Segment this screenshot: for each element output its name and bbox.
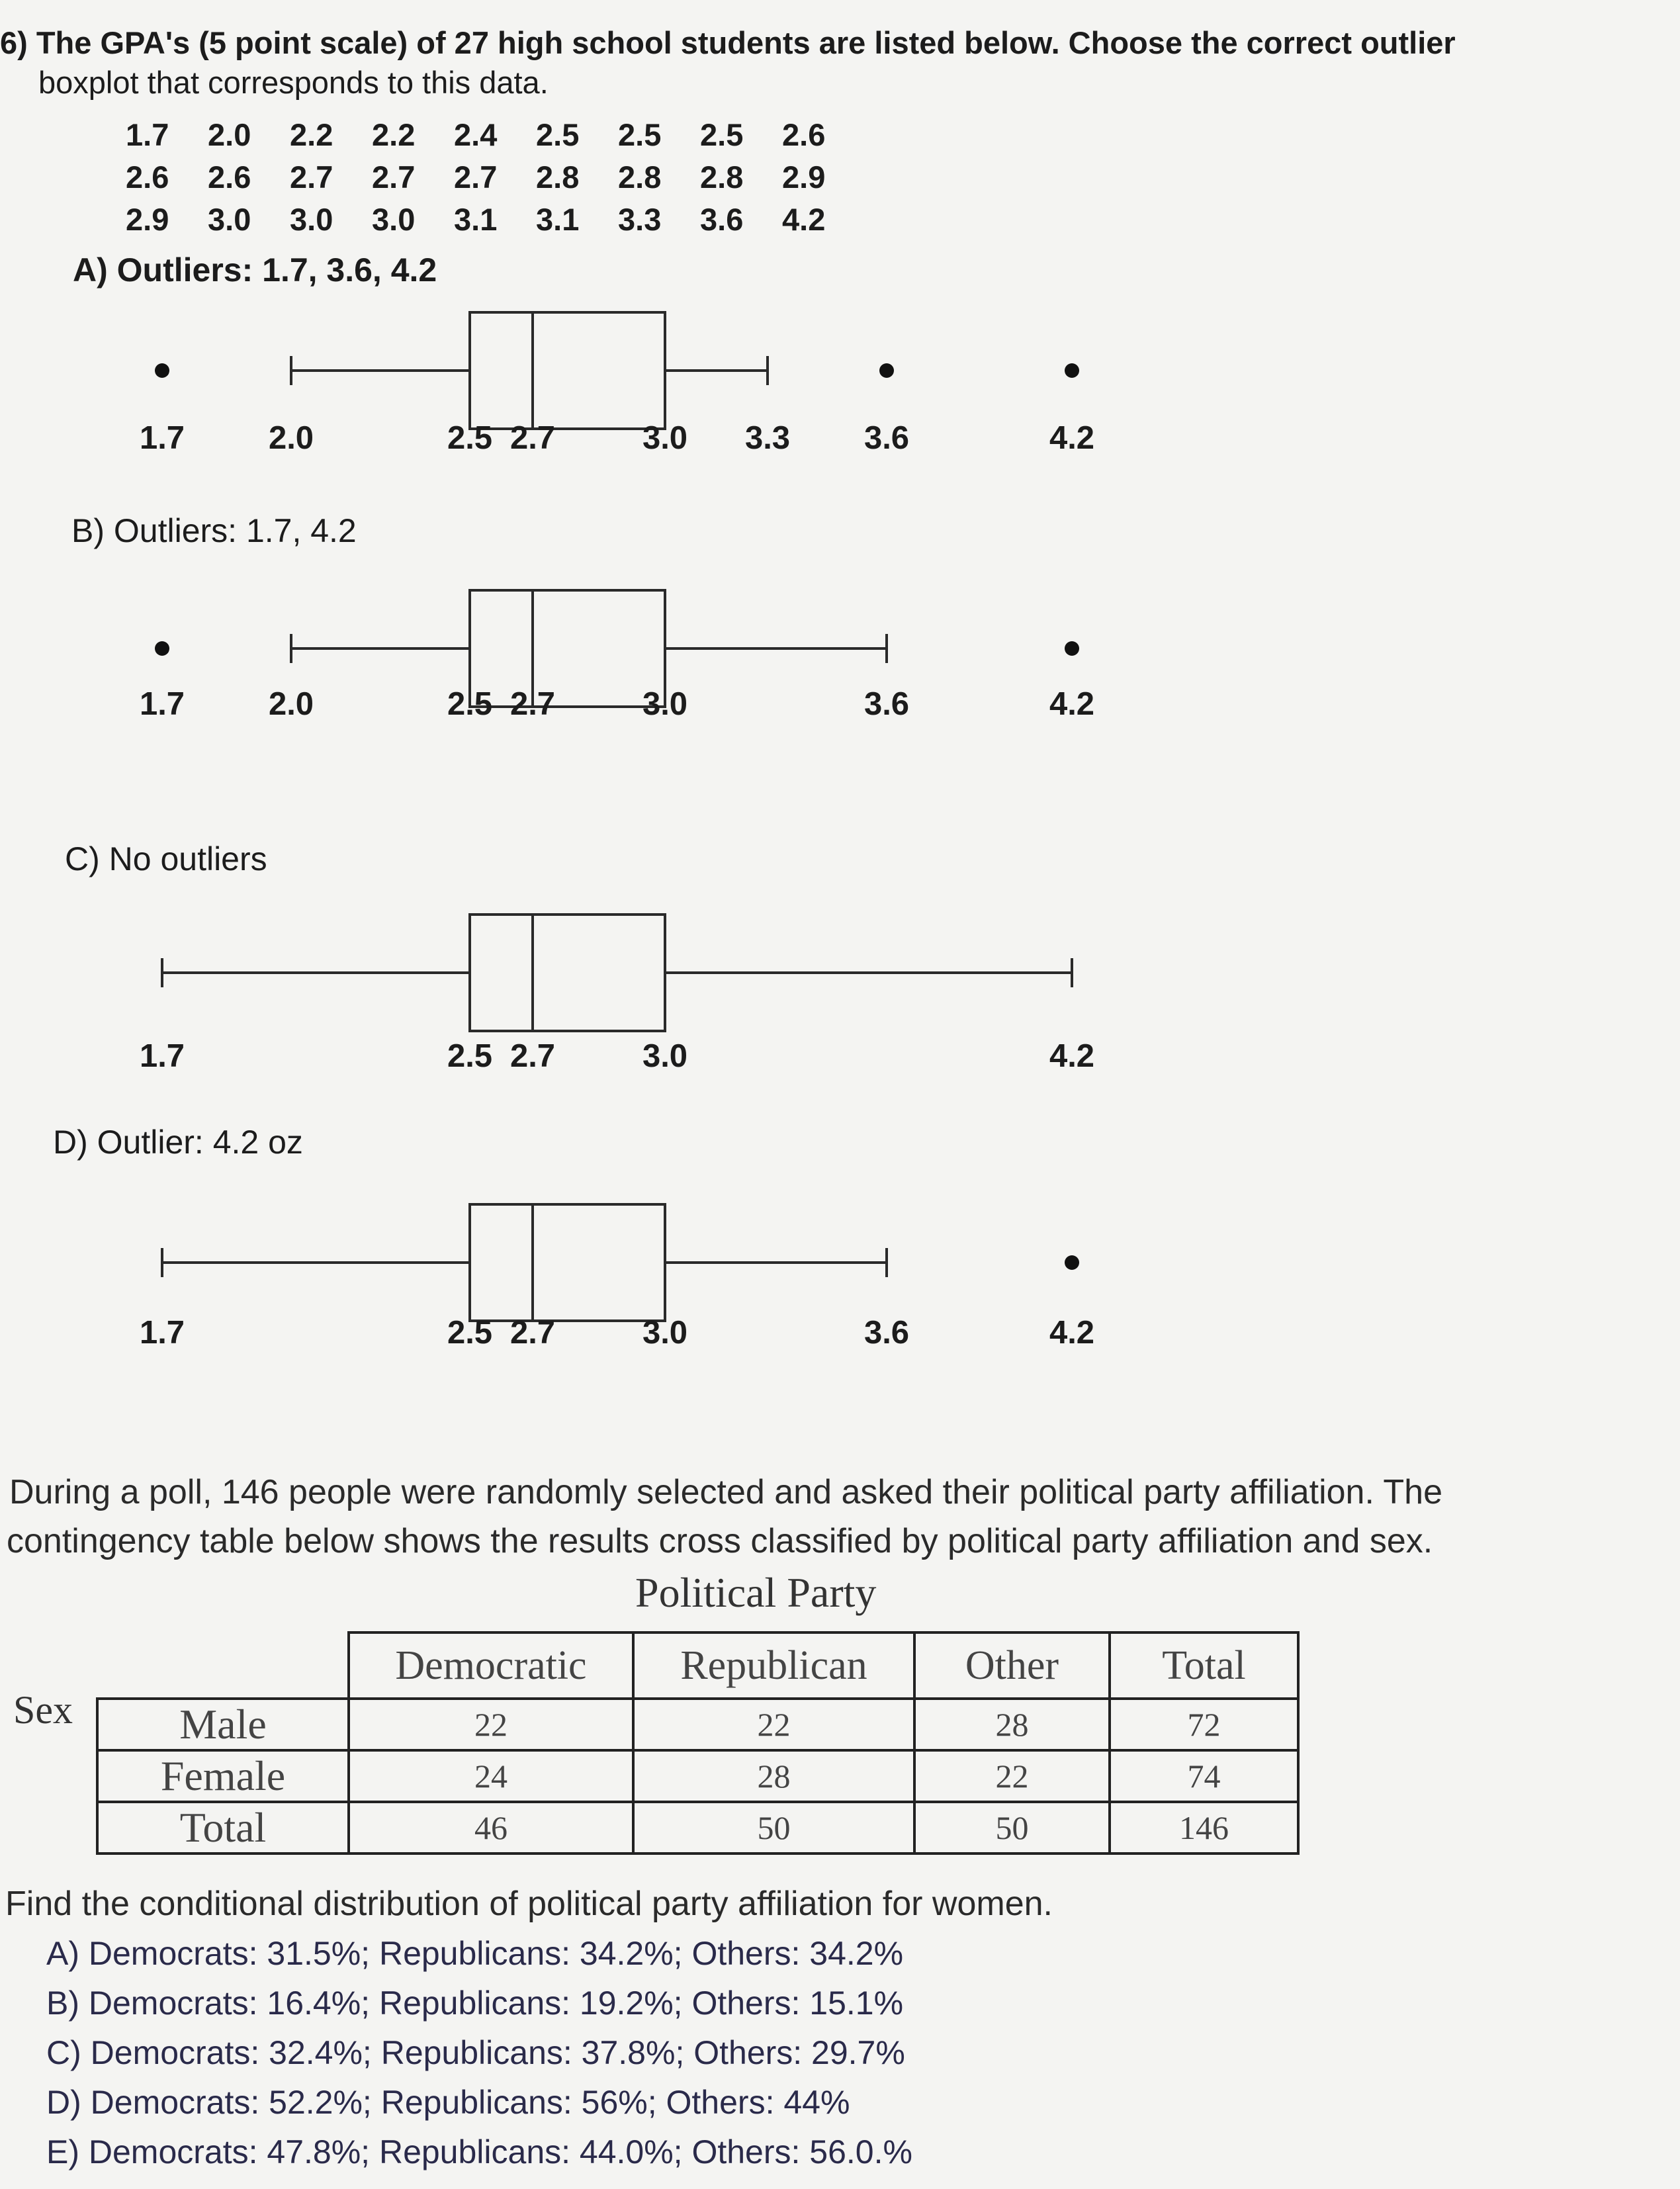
gpa-data-row: 2.6 2.6 2.7 2.7 2.7 2.8 2.8 2.8 2.9 — [126, 159, 826, 195]
poll-intro-line1: During a poll, 146 people were randomly selected and asked their political party affiliation. The — [9, 1473, 1443, 1511]
tick-label: 1.7 — [139, 686, 185, 722]
table-cell: 146 — [1110, 1802, 1298, 1854]
boxplot-option-d — [0, 1196, 1680, 1351]
empty-header-cell — [97, 1632, 349, 1699]
answer-d[interactable]: D) Democrats: 52.2%; Republicans: 56%; Others: 44% — [46, 2084, 850, 2121]
table-title: Political Party — [635, 1569, 877, 1616]
option-c-label[interactable]: C) No outliers — [65, 840, 267, 877]
table-cell: 72 — [1110, 1699, 1298, 1750]
option-d-label[interactable]: D) Outlier: 4.2 oz — [53, 1124, 303, 1161]
table-cell: 46 — [349, 1802, 633, 1854]
tick-label: 2.0 — [268, 420, 314, 456]
answer-e[interactable]: E) Democrats: 47.8%; Republicans: 44.0%; Others: 56.0.% — [46, 2133, 912, 2170]
option-b-label[interactable]: B) Outliers: 1.7, 4.2 — [71, 512, 357, 549]
table-row-female — [97, 1750, 1298, 1802]
tick-label: 3.0 — [642, 420, 688, 456]
gpa-data-row: 1.7 2.0 2.2 2.2 2.4 2.5 2.5 2.5 2.6 — [126, 117, 826, 152]
answer-a[interactable]: A) Democrats: 31.5%; Republicans: 34.2%; Others: 34.2% — [46, 1935, 904, 1972]
tick-label: 3.0 — [642, 1038, 688, 1074]
tick-label: 2.5 — [447, 420, 493, 456]
header-other: Other — [914, 1632, 1110, 1699]
iqr-box — [470, 1204, 665, 1321]
outlier-point — [1065, 1255, 1079, 1270]
tick-label: 2.7 — [509, 1315, 556, 1351]
row-label: Male — [97, 1699, 349, 1750]
option-a-label[interactable]: A) Outliers: 1.7, 3.6, 4.2 — [73, 251, 437, 289]
outlier-point — [879, 363, 894, 378]
table-header-row — [97, 1632, 1298, 1699]
table-cell: 74 — [1110, 1750, 1298, 1802]
table-cell: 28 — [633, 1750, 914, 1802]
table-cell: 22 — [633, 1699, 914, 1750]
tick-label: 1.7 — [139, 1038, 185, 1074]
tick-label: 4.2 — [1049, 1038, 1095, 1074]
table-cell: 28 — [914, 1699, 1110, 1750]
table-cell: 24 — [349, 1750, 633, 1802]
iqr-box — [470, 915, 665, 1031]
sex-axis-label: Sex — [13, 1688, 73, 1732]
iqr-box — [470, 312, 665, 429]
tick-label: 3.6 — [863, 420, 910, 456]
table-cell: 22 — [349, 1699, 633, 1750]
tick-label: 3.0 — [642, 686, 688, 722]
tick-label: 2.5 — [447, 686, 493, 722]
tick-label: 1.7 — [139, 1315, 185, 1351]
tick-label: 2.5 — [447, 1038, 493, 1074]
contingency-table — [96, 1631, 1300, 1855]
tick-label: 4.2 — [1049, 1315, 1095, 1351]
boxplot-option-c — [0, 913, 1680, 1074]
iqr-box — [470, 590, 665, 707]
question-prompt-line1: 6) The GPA's (5 point scale) of 27 high school students are listed below. Choose the correct outlier — [0, 25, 1456, 60]
table-row-male — [97, 1699, 1298, 1750]
boxplot-option-a — [0, 304, 1680, 456]
tick-label: 4.2 — [1049, 686, 1095, 722]
tick-label: 2.0 — [268, 686, 314, 722]
tick-label: 3.6 — [863, 686, 910, 722]
header-democratic: Democratic — [349, 1632, 633, 1699]
outlier-point — [155, 641, 169, 656]
tick-label: 2.7 — [509, 1038, 556, 1074]
tick-label: 2.7 — [509, 686, 556, 722]
tick-label: 2.5 — [447, 1315, 493, 1351]
table-cell: 50 — [633, 1802, 914, 1854]
table-cell: 22 — [914, 1750, 1110, 1802]
gpa-data-row: 2.9 3.0 3.0 3.0 3.1 3.1 3.3 3.6 4.2 — [126, 202, 826, 237]
answer-b[interactable]: B) Democrats: 16.4%; Republicans: 19.2%; Others: 15.1% — [46, 1985, 904, 2022]
tick-label: 3.6 — [863, 1315, 910, 1351]
header-republican: Republican — [633, 1632, 914, 1699]
poll-intro-line2: contingency table below shows the results cross classified by political party affiliation and sex. — [7, 1522, 1433, 1560]
question-prompt-line2: boxplot that corresponds to this data. — [38, 65, 549, 100]
header-total: Total — [1110, 1632, 1298, 1699]
boxplot-option-b — [0, 569, 1680, 722]
answer-c[interactable]: C) Democrats: 32.4%; Republicans: 37.8%; Others: 29.7% — [46, 2034, 905, 2071]
table-cell: 50 — [914, 1802, 1110, 1854]
conditional-question: Find the conditional distribution of political party affiliation for women. — [5, 1885, 1053, 1923]
tick-label: 1.7 — [139, 420, 185, 456]
tick-label: 3.0 — [642, 1315, 688, 1351]
row-label: Total — [97, 1802, 349, 1854]
tick-label: 2.7 — [509, 420, 556, 456]
tick-label: 3.3 — [744, 420, 791, 456]
gpa-data-list — [126, 114, 864, 241]
tick-label: 4.2 — [1049, 420, 1095, 456]
row-label: Female — [97, 1750, 349, 1802]
outlier-point — [1065, 641, 1079, 656]
table-row-total — [97, 1802, 1298, 1854]
outlier-point — [155, 363, 169, 378]
outlier-point — [1065, 363, 1079, 378]
